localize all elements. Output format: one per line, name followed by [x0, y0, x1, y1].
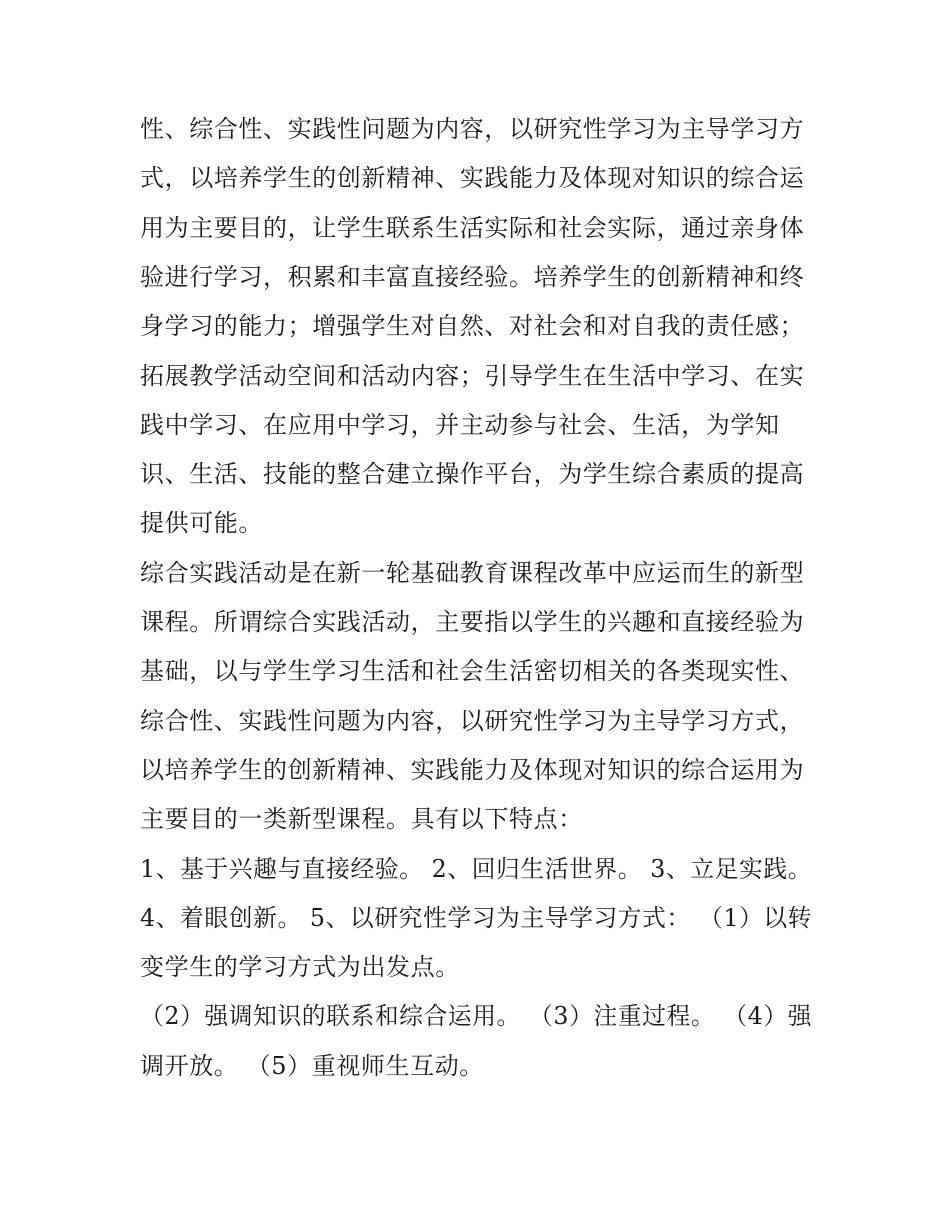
text-line-15: 主要目的一类新型课程。具有以下特点：	[140, 805, 583, 833]
text-line-8: 识、生活、技能的整合建立操作平台，为学生综合素质的提高	[140, 460, 805, 488]
text-line-20: 调开放。 （5）重视师生互动。	[140, 1052, 484, 1080]
text-line-3: 用为主要目的，让学生联系生活实际和社会实际，通过亲身体	[140, 214, 805, 242]
text-line-11: 课程。所谓综合实践活动，主要指以学生的兴趣和直接经验为	[140, 608, 805, 636]
text-line-18: 变学生的学习方式为出发点。	[140, 953, 460, 981]
text-line-6: 拓展教学活动空间和活动内容；引导学生在生活中学习、在实	[140, 362, 805, 390]
text-line-7: 践中学习、在应用中学习，并主动参与社会、生活，为学知	[140, 411, 780, 439]
text-line-13: 综合性、实践性问题为内容，以研究性学习为主导学习方式，	[140, 707, 805, 735]
text-line-2: 式，以培养学生的创新精神、实践能力及体现对知识的综合运	[140, 164, 805, 192]
text-line-10: 综合实践活动是在新一轮基础教育课程改革中应运而生的新型	[140, 559, 805, 587]
text-line-9: 提供可能。	[140, 509, 263, 537]
text-line-16: 1、基于兴趣与直接经验。 2、回归生活世界。 3、立足实践。	[140, 855, 813, 883]
text-line-4: 验进行学习，积累和丰富直接经验。培养学生的创新精神和终	[140, 263, 805, 291]
text-line-12: 基础，以与学生学习生活和社会生活密切相关的各类现实性、	[140, 657, 805, 685]
text-line-14: 以培养学生的创新精神、实践能力及体现对知识的综合运用为	[140, 756, 805, 784]
text-line-1: 性、综合性、实践性问题为内容，以研究性学习为主导学习方	[140, 115, 805, 143]
text-line-19: （2）强调知识的联系和综合运用。 （3）注重过程。 （4）强	[140, 1002, 813, 1030]
text-line-17: 4、着眼创新。 5、以研究性学习为主导学习方式： （1）以转	[140, 904, 813, 932]
text-line-5: 身学习的能力；增强学生对自然、对社会和对自我的责任感；	[140, 312, 805, 340]
